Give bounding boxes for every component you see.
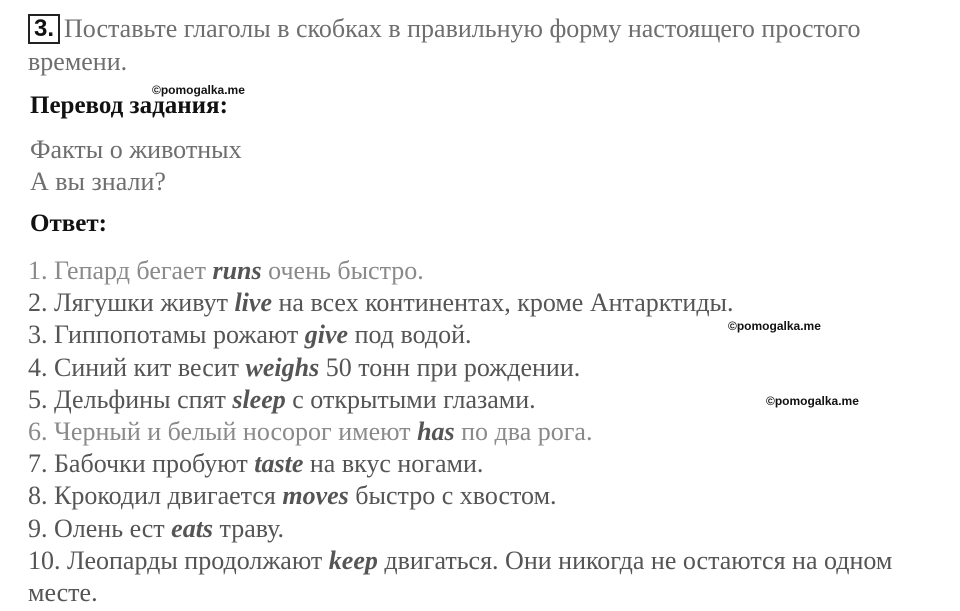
answer-text: на всех континентах, кроме Антарктиды. (271, 288, 734, 318)
answer-item (28, 255, 938, 287)
translation-text (30, 134, 242, 198)
answer-verb: runs (212, 256, 262, 285)
answer-item (28, 416, 938, 448)
answer-verb: give (304, 320, 349, 350)
translation-heading: Перевод задания: (30, 92, 228, 119)
answer-verb: eats (171, 513, 214, 543)
answer-text: 6. Черный и белый носорог имеют (28, 417, 418, 447)
answer-item (28, 384, 938, 416)
task-statement (28, 12, 928, 78)
answer-item (28, 513, 938, 545)
watermark: ©pomogalka.me (766, 394, 859, 408)
answer-text: 8. Крокодил двигается (28, 481, 283, 511)
answer-text: 2. Лягушки живут (28, 288, 235, 318)
answer-text: 50 тонн при рождении. (319, 352, 581, 382)
answer-item (28, 352, 938, 384)
translation-line: Факты о животных (30, 135, 242, 164)
answer-verb: has (417, 417, 455, 447)
watermark: ©pomogalka.me (152, 83, 245, 97)
translation-line: А вы знали? (30, 167, 166, 196)
answer-verb: sleep (232, 384, 286, 414)
answer-text: 7. Бабочки пробуют (28, 449, 255, 479)
answer-item (28, 448, 938, 480)
answer-item (28, 287, 938, 319)
answer-verb: taste (254, 449, 304, 479)
answer-text: 1. Гепард бегает (28, 256, 213, 285)
answer-list (28, 255, 938, 609)
answer-text: двигаться. Они никогда не остаются на одном месте. (28, 545, 893, 608)
answer-verb: moves (282, 481, 349, 511)
answer-text: быстро с хвостом. (348, 481, 557, 511)
answer-heading: Ответ: (30, 210, 107, 237)
answer-text: под водой. (348, 320, 472, 350)
answer-text: 10. Леопарды продолжают (28, 545, 329, 575)
answer-text: по два рога. (454, 417, 593, 447)
answer-item (28, 480, 938, 512)
task-number: 3. (28, 14, 60, 44)
task-instruction: Поставьте глаголы в скобках в правильную форму настоящего простого времени. (28, 14, 861, 76)
answer-text: 9. Олень ест (28, 513, 172, 543)
answer-text: 4. Синий кит весит (28, 352, 246, 382)
answer-text: с открытыми глазами. (285, 384, 536, 414)
answer-text: на вкус ногами. (303, 449, 484, 479)
answer-verb: keep (328, 545, 378, 575)
answer-verb: weighs (245, 352, 320, 382)
answer-text: очень быстро. (261, 256, 424, 285)
answer-text: 5. Дельфины спят (28, 384, 233, 414)
answer-item (28, 545, 938, 609)
answer-item (28, 319, 938, 351)
answer-text: 3. Гиппопотамы рожают (28, 320, 305, 350)
answer-verb: live (234, 288, 272, 318)
watermark: ©pomogalka.me (728, 319, 821, 333)
answer-text: траву. (213, 513, 285, 543)
